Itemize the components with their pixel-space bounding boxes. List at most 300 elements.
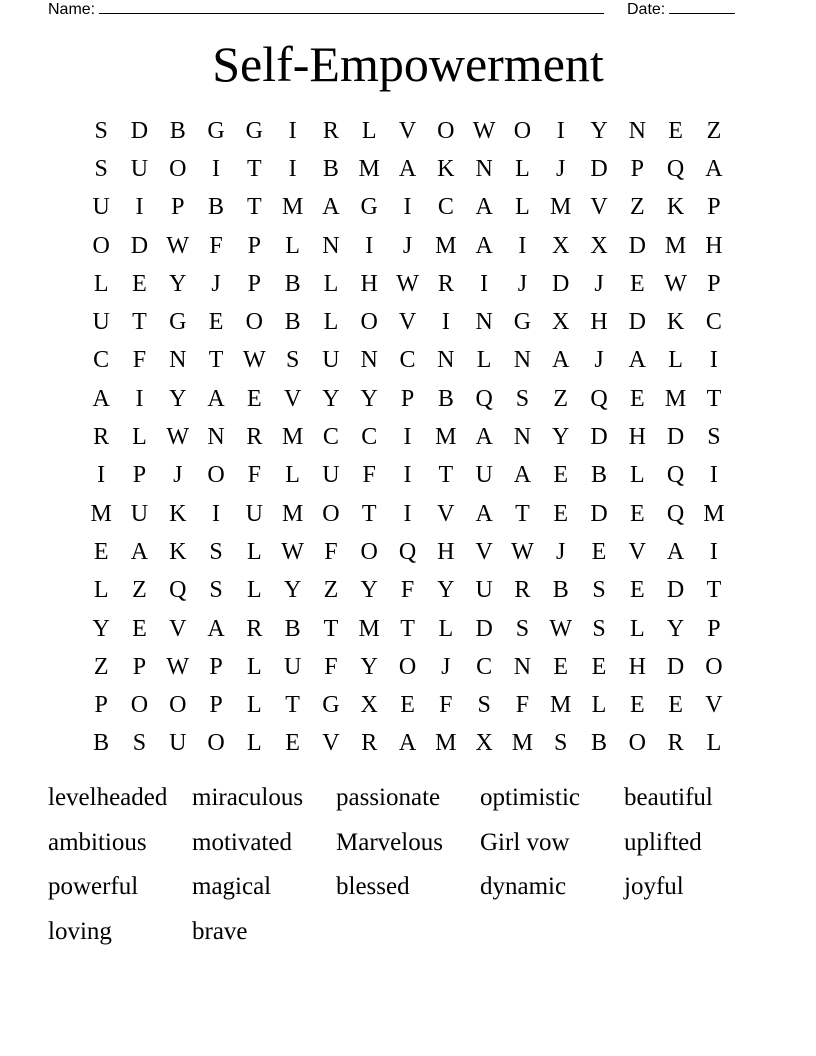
- grid-cell: A: [705, 155, 723, 182]
- grid-cell: T: [132, 309, 147, 336]
- grid-cell: F: [439, 692, 453, 719]
- grid-cell: M: [90, 500, 112, 527]
- grid-cell: D: [666, 653, 685, 680]
- grid-cell: U: [475, 577, 493, 604]
- grid-cell: O: [207, 462, 225, 489]
- grid-cell: X: [590, 232, 608, 259]
- grid-cell: Q: [666, 500, 685, 527]
- grid-cell: S: [477, 692, 491, 719]
- grid-cell: S: [94, 155, 108, 182]
- grid-cell: D: [666, 577, 685, 604]
- grid-cell: Z: [629, 194, 645, 221]
- grid-cell: I: [288, 117, 297, 144]
- grid-cell: S: [515, 385, 530, 412]
- grid-cell: L: [323, 270, 339, 297]
- grid-cell: N: [628, 117, 646, 144]
- grid-cell: M: [435, 232, 457, 259]
- grid-cell: B: [591, 730, 608, 757]
- grid-cell: G: [169, 309, 187, 336]
- grid-cell: B: [169, 117, 186, 144]
- grid-cell: B: [284, 615, 301, 642]
- grid-cell: P: [400, 385, 415, 412]
- grid-cell: D: [628, 232, 646, 259]
- grid-cell: S: [554, 730, 568, 757]
- grid-cell: D: [628, 309, 646, 336]
- grid-cell: W: [549, 615, 573, 642]
- grid-cell: T: [208, 347, 224, 374]
- grid-cell: A: [207, 615, 225, 642]
- word-list-item: loving: [48, 917, 112, 945]
- name-line[interactable]: [99, 0, 604, 14]
- word-list: [48, 778, 768, 956]
- grid-cell: Z: [553, 385, 569, 412]
- word-list-item: levelheaded: [48, 784, 168, 811]
- grid-cell: Y: [437, 577, 455, 604]
- grid-cell: R: [93, 424, 110, 451]
- grid-cell: X: [552, 309, 570, 336]
- grid-cell: E: [132, 270, 147, 297]
- grid-cell: B: [322, 155, 339, 182]
- grid-cell: B: [93, 730, 110, 757]
- grid-cell: A: [398, 730, 417, 757]
- grid-cell: I: [403, 194, 412, 221]
- grid-cell: U: [169, 730, 187, 757]
- grid-cell: I: [365, 232, 374, 259]
- grid-cell: Z: [706, 117, 722, 144]
- name-field: [48, 0, 604, 20]
- grid-cell: N: [513, 653, 532, 680]
- grid-cell: L: [515, 155, 530, 182]
- grid-cell: L: [629, 462, 645, 489]
- grid-cell: N: [169, 347, 187, 374]
- grid-cell: I: [212, 155, 221, 182]
- grid-cell: S: [592, 615, 606, 642]
- grid-cell: G: [322, 692, 340, 719]
- grid-cell: R: [322, 117, 339, 144]
- word-list-item: powerful: [48, 873, 139, 900]
- grid-cell: E: [285, 730, 300, 757]
- grid-cell: E: [629, 500, 645, 527]
- grid-cell: T: [706, 577, 722, 604]
- grid-cell: V: [398, 309, 417, 336]
- grid-cell: V: [437, 500, 455, 527]
- grid-cell: V: [628, 538, 646, 565]
- grid-cell: L: [132, 424, 147, 451]
- grid-cell: D: [590, 155, 608, 182]
- grid-cell: U: [130, 155, 149, 182]
- grid-cell: F: [209, 232, 223, 259]
- grid-cell: L: [668, 347, 683, 374]
- grid-cell: N: [360, 347, 378, 374]
- grid-cell: U: [322, 347, 340, 374]
- grid-cell: P: [707, 270, 721, 297]
- grid-cell: E: [591, 653, 607, 680]
- grid-cell: E: [553, 653, 569, 680]
- grid-cell: A: [475, 500, 493, 527]
- grid-cell: L: [591, 692, 607, 719]
- grid-cell: V: [283, 385, 302, 412]
- grid-cell: J: [594, 270, 604, 297]
- grid-cell: E: [553, 462, 569, 489]
- grid-cell: S: [132, 730, 147, 757]
- grid-cell: N: [322, 232, 340, 259]
- grid-cell: D: [590, 424, 608, 451]
- word-list-item: Girl vow: [480, 828, 570, 856]
- grid-cell: O: [513, 117, 532, 144]
- grid-cell: A: [475, 424, 493, 451]
- letter-grid: [82, 112, 733, 763]
- grid-cell: I: [288, 155, 297, 182]
- grid-cell: A: [130, 538, 149, 565]
- grid-cell: X: [360, 692, 378, 719]
- grid-cell: C: [399, 347, 416, 374]
- grid-cell: J: [211, 270, 221, 297]
- word-list-item: magical: [192, 873, 272, 900]
- grid-cell: I: [403, 500, 412, 527]
- word-list-item: joyful: [624, 873, 684, 900]
- grid-cell: D: [666, 424, 685, 451]
- grid-cell: S: [94, 117, 108, 144]
- word-list-item: dynamic: [480, 873, 567, 900]
- grid-cell: T: [247, 194, 262, 221]
- grid-cell: I: [709, 347, 718, 374]
- grid-cell: A: [207, 385, 225, 412]
- grid-cell: W: [166, 232, 190, 259]
- grid-cell: E: [93, 538, 109, 565]
- grid-cell: A: [475, 194, 493, 221]
- grid-cell: Y: [169, 270, 187, 297]
- grid-cell: H: [705, 232, 723, 259]
- name-label: Name:: [48, 1, 96, 18]
- grid-cell: C: [93, 347, 110, 374]
- grid-cell: L: [515, 194, 530, 221]
- grid-cell: K: [169, 538, 187, 565]
- grid-cell: O: [705, 653, 723, 680]
- grid-cell: B: [284, 270, 301, 297]
- grid-cell: O: [398, 653, 417, 680]
- grid-cell: R: [361, 730, 378, 757]
- grid-cell: H: [590, 309, 608, 336]
- grid-cell: T: [285, 692, 300, 719]
- grid-cell: S: [707, 424, 721, 451]
- grid-cell: B: [552, 577, 569, 604]
- grid-cell: M: [664, 385, 687, 412]
- grid-cell: M: [550, 692, 572, 719]
- grid-cell: I: [441, 309, 450, 336]
- grid-cell: O: [322, 500, 340, 527]
- grid-cell: H: [628, 653, 646, 680]
- grid-cell: W: [281, 538, 304, 565]
- grid-cell: U: [92, 309, 110, 336]
- grid-cell: Q: [666, 462, 685, 489]
- grid-cell: U: [322, 462, 340, 489]
- grid-cell: W: [511, 538, 534, 565]
- grid-cell: L: [285, 462, 300, 489]
- grid-cell: A: [628, 347, 646, 374]
- grid-cell: F: [515, 692, 530, 719]
- grid-cell: P: [132, 462, 147, 489]
- grid-cell: U: [245, 500, 263, 527]
- grid-cell: P: [132, 653, 147, 680]
- grid-cell: M: [281, 424, 304, 451]
- grid-cell: W: [243, 347, 266, 374]
- word-list-item: beautiful: [624, 784, 713, 811]
- grid-cell: O: [437, 117, 455, 144]
- grid-cell: Y: [360, 577, 378, 604]
- grid-cell: K: [666, 309, 685, 336]
- grid-cell: W: [396, 270, 419, 297]
- grid-cell: T: [400, 615, 415, 642]
- grid-cell: I: [135, 385, 144, 412]
- grid-cell: D: [130, 117, 149, 144]
- grid-cell: L: [93, 270, 109, 297]
- grid-cell: I: [212, 500, 221, 527]
- grid-cell: K: [666, 194, 685, 221]
- grid-cell: I: [709, 462, 718, 489]
- grid-cell: E: [668, 117, 683, 144]
- grid-cell: E: [553, 500, 569, 527]
- grid-cell: L: [247, 577, 262, 604]
- grid-cell: E: [400, 692, 415, 719]
- grid-cell: T: [247, 155, 262, 182]
- grid-cell: H: [360, 270, 378, 297]
- word-list-item: miraculous: [192, 784, 304, 811]
- date-line[interactable]: [669, 0, 735, 14]
- grid-cell: A: [513, 462, 532, 489]
- grid-cell: L: [361, 117, 377, 144]
- grid-cell: S: [592, 577, 606, 604]
- grid-cell: O: [628, 730, 646, 757]
- grid-cell: P: [247, 232, 262, 259]
- grid-cell: L: [438, 615, 454, 642]
- grid-cell: I: [135, 194, 144, 221]
- grid-cell: F: [132, 347, 147, 374]
- grid-cell: Y: [552, 424, 570, 451]
- word-list-item: ambitious: [48, 828, 147, 856]
- grid-cell: B: [284, 309, 301, 336]
- grid-cell: H: [437, 538, 455, 565]
- grid-cell: E: [668, 692, 683, 719]
- grid-cell: J: [556, 155, 566, 182]
- grid-cell: F: [362, 462, 376, 489]
- grid-cell: E: [132, 615, 147, 642]
- grid-cell: O: [92, 232, 110, 259]
- grid-cell: R: [437, 270, 454, 297]
- word-list-item: Marvelous: [336, 828, 443, 856]
- grid-cell: W: [472, 117, 496, 144]
- grid-cell: W: [166, 653, 190, 680]
- grid-cell: M: [511, 730, 534, 757]
- grid-cell: J: [441, 653, 451, 680]
- grid-cell: J: [402, 232, 413, 259]
- grid-cell: U: [92, 194, 110, 221]
- grid-cell: O: [245, 309, 263, 336]
- date-label: Date:: [627, 1, 666, 18]
- grid-cell: C: [705, 309, 722, 336]
- grid-cell: L: [247, 730, 262, 757]
- page-title: Self-Empowerment: [212, 36, 604, 92]
- grid-cell: C: [437, 194, 454, 221]
- grid-cell: R: [246, 615, 263, 642]
- grid-cell: A: [552, 347, 570, 374]
- grid-cell: I: [97, 462, 106, 489]
- grid-cell: K: [169, 500, 187, 527]
- grid-cell: M: [703, 500, 725, 527]
- grid-cell: R: [667, 730, 684, 757]
- grid-cell: J: [556, 538, 566, 565]
- word-list-item: uplifted: [624, 828, 702, 856]
- grid-cell: Q: [398, 538, 417, 565]
- grid-cell: P: [209, 692, 223, 719]
- grid-cell: M: [281, 194, 304, 221]
- grid-cell: N: [513, 347, 532, 374]
- grid-cell: Y: [283, 577, 302, 604]
- word-list-item: optimistic: [480, 784, 580, 811]
- grid-cell: E: [629, 385, 645, 412]
- grid-cell: D: [590, 500, 608, 527]
- grid-cell: I: [556, 117, 565, 144]
- grid-cell: G: [513, 309, 532, 336]
- grid-cell: E: [629, 692, 645, 719]
- grid-cell: N: [475, 309, 493, 336]
- grid-cell: I: [709, 538, 718, 565]
- grid-cell: Q: [169, 577, 187, 604]
- grid-cell: L: [285, 232, 300, 259]
- grid-cell: O: [207, 730, 225, 757]
- grid-cell: J: [594, 347, 604, 374]
- grid-cell: D: [130, 232, 149, 259]
- grid-cell: Y: [666, 615, 685, 642]
- grid-cell: Q: [590, 385, 608, 412]
- grid-cell: L: [706, 730, 722, 757]
- grid-cell: Y: [360, 653, 378, 680]
- grid-cell: V: [322, 730, 340, 757]
- grid-cell: Y: [322, 385, 340, 412]
- grid-cell: U: [475, 462, 493, 489]
- grid-cell: C: [476, 653, 493, 680]
- grid-cell: L: [323, 309, 339, 336]
- grid-cell: E: [247, 385, 262, 412]
- grid-cell: F: [324, 653, 338, 680]
- grid-cell: P: [94, 692, 108, 719]
- grid-cell: M: [281, 500, 304, 527]
- grid-cell: X: [552, 232, 570, 259]
- grid-cell: M: [550, 194, 572, 221]
- grid-cell: Z: [93, 653, 109, 680]
- grid-cell: Y: [590, 117, 608, 144]
- grid-cell: X: [475, 730, 493, 757]
- grid-cell: I: [403, 462, 412, 489]
- grid-cell: I: [518, 232, 527, 259]
- grid-cell: V: [398, 117, 417, 144]
- grid-cell: Z: [323, 577, 339, 604]
- grid-cell: F: [247, 462, 262, 489]
- grid-cell: P: [171, 194, 185, 221]
- grid-cell: P: [707, 194, 721, 221]
- grid-cell: F: [400, 577, 415, 604]
- word-list-item: brave: [192, 917, 248, 945]
- grid-cell: W: [664, 270, 687, 297]
- grid-cell: M: [358, 615, 380, 642]
- grid-cell: S: [285, 347, 300, 374]
- grid-cell: Q: [666, 155, 685, 182]
- grid-cell: F: [324, 538, 338, 565]
- grid-cell: U: [130, 500, 149, 527]
- grid-cell: E: [208, 309, 224, 336]
- grid-cell: P: [630, 155, 644, 182]
- grid-cell: M: [664, 232, 687, 259]
- grid-cell: R: [246, 424, 263, 451]
- grid-cell: E: [591, 538, 607, 565]
- date-field: [627, 0, 735, 20]
- grid-cell: P: [707, 615, 721, 642]
- word-list-item: passionate: [336, 784, 441, 811]
- grid-cell: V: [590, 194, 608, 221]
- grid-cell: I: [403, 424, 412, 451]
- grid-cell: H: [628, 424, 646, 451]
- grid-cell: Y: [360, 385, 378, 412]
- grid-cell: T: [361, 500, 377, 527]
- grid-cell: L: [247, 538, 262, 565]
- grid-cell: C: [361, 424, 378, 451]
- grid-cell: M: [435, 424, 457, 451]
- grid-cell: L: [93, 577, 109, 604]
- grid-cell: T: [438, 462, 454, 489]
- grid-cell: G: [207, 117, 225, 144]
- grid-cell: B: [208, 194, 225, 221]
- grid-cell: G: [360, 194, 378, 221]
- grid-cell: T: [323, 615, 339, 642]
- grid-cell: N: [513, 424, 532, 451]
- grid-cell: O: [360, 538, 378, 565]
- grid-cell: A: [322, 194, 340, 221]
- grid-cell: E: [629, 270, 645, 297]
- grid-cell: T: [706, 385, 722, 412]
- grid-cell: S: [209, 577, 223, 604]
- grid-cell: I: [480, 270, 489, 297]
- grid-cell: K: [437, 155, 455, 182]
- grid-cell: M: [358, 155, 380, 182]
- grid-cell: M: [435, 730, 457, 757]
- grid-cell: N: [207, 424, 225, 451]
- grid-cell: N: [475, 155, 493, 182]
- grid-cell: Y: [92, 615, 110, 642]
- grid-cell: A: [475, 232, 493, 259]
- grid-cell: O: [169, 155, 187, 182]
- grid-cell: P: [209, 653, 223, 680]
- word-list-item: motivated: [192, 828, 292, 856]
- grid-cell: L: [476, 347, 492, 374]
- grid-cell: W: [166, 424, 190, 451]
- grid-cell: L: [247, 653, 262, 680]
- grid-cell: D: [552, 270, 570, 297]
- grid-cell: T: [515, 500, 530, 527]
- grid-cell: L: [629, 615, 645, 642]
- grid-cell: O: [130, 692, 149, 719]
- grid-cell: E: [629, 577, 645, 604]
- grid-cell: B: [591, 462, 608, 489]
- grid-cell: A: [398, 155, 417, 182]
- grid-cell: D: [475, 615, 493, 642]
- header: [48, 0, 748, 20]
- grid-cell: Q: [475, 385, 493, 412]
- grid-cell: J: [517, 270, 528, 297]
- grid-cell: A: [666, 538, 685, 565]
- grid-cell: O: [360, 309, 378, 336]
- grid-cell: S: [515, 615, 530, 642]
- grid-cell: Z: [132, 577, 147, 604]
- grid-cell: J: [173, 462, 183, 489]
